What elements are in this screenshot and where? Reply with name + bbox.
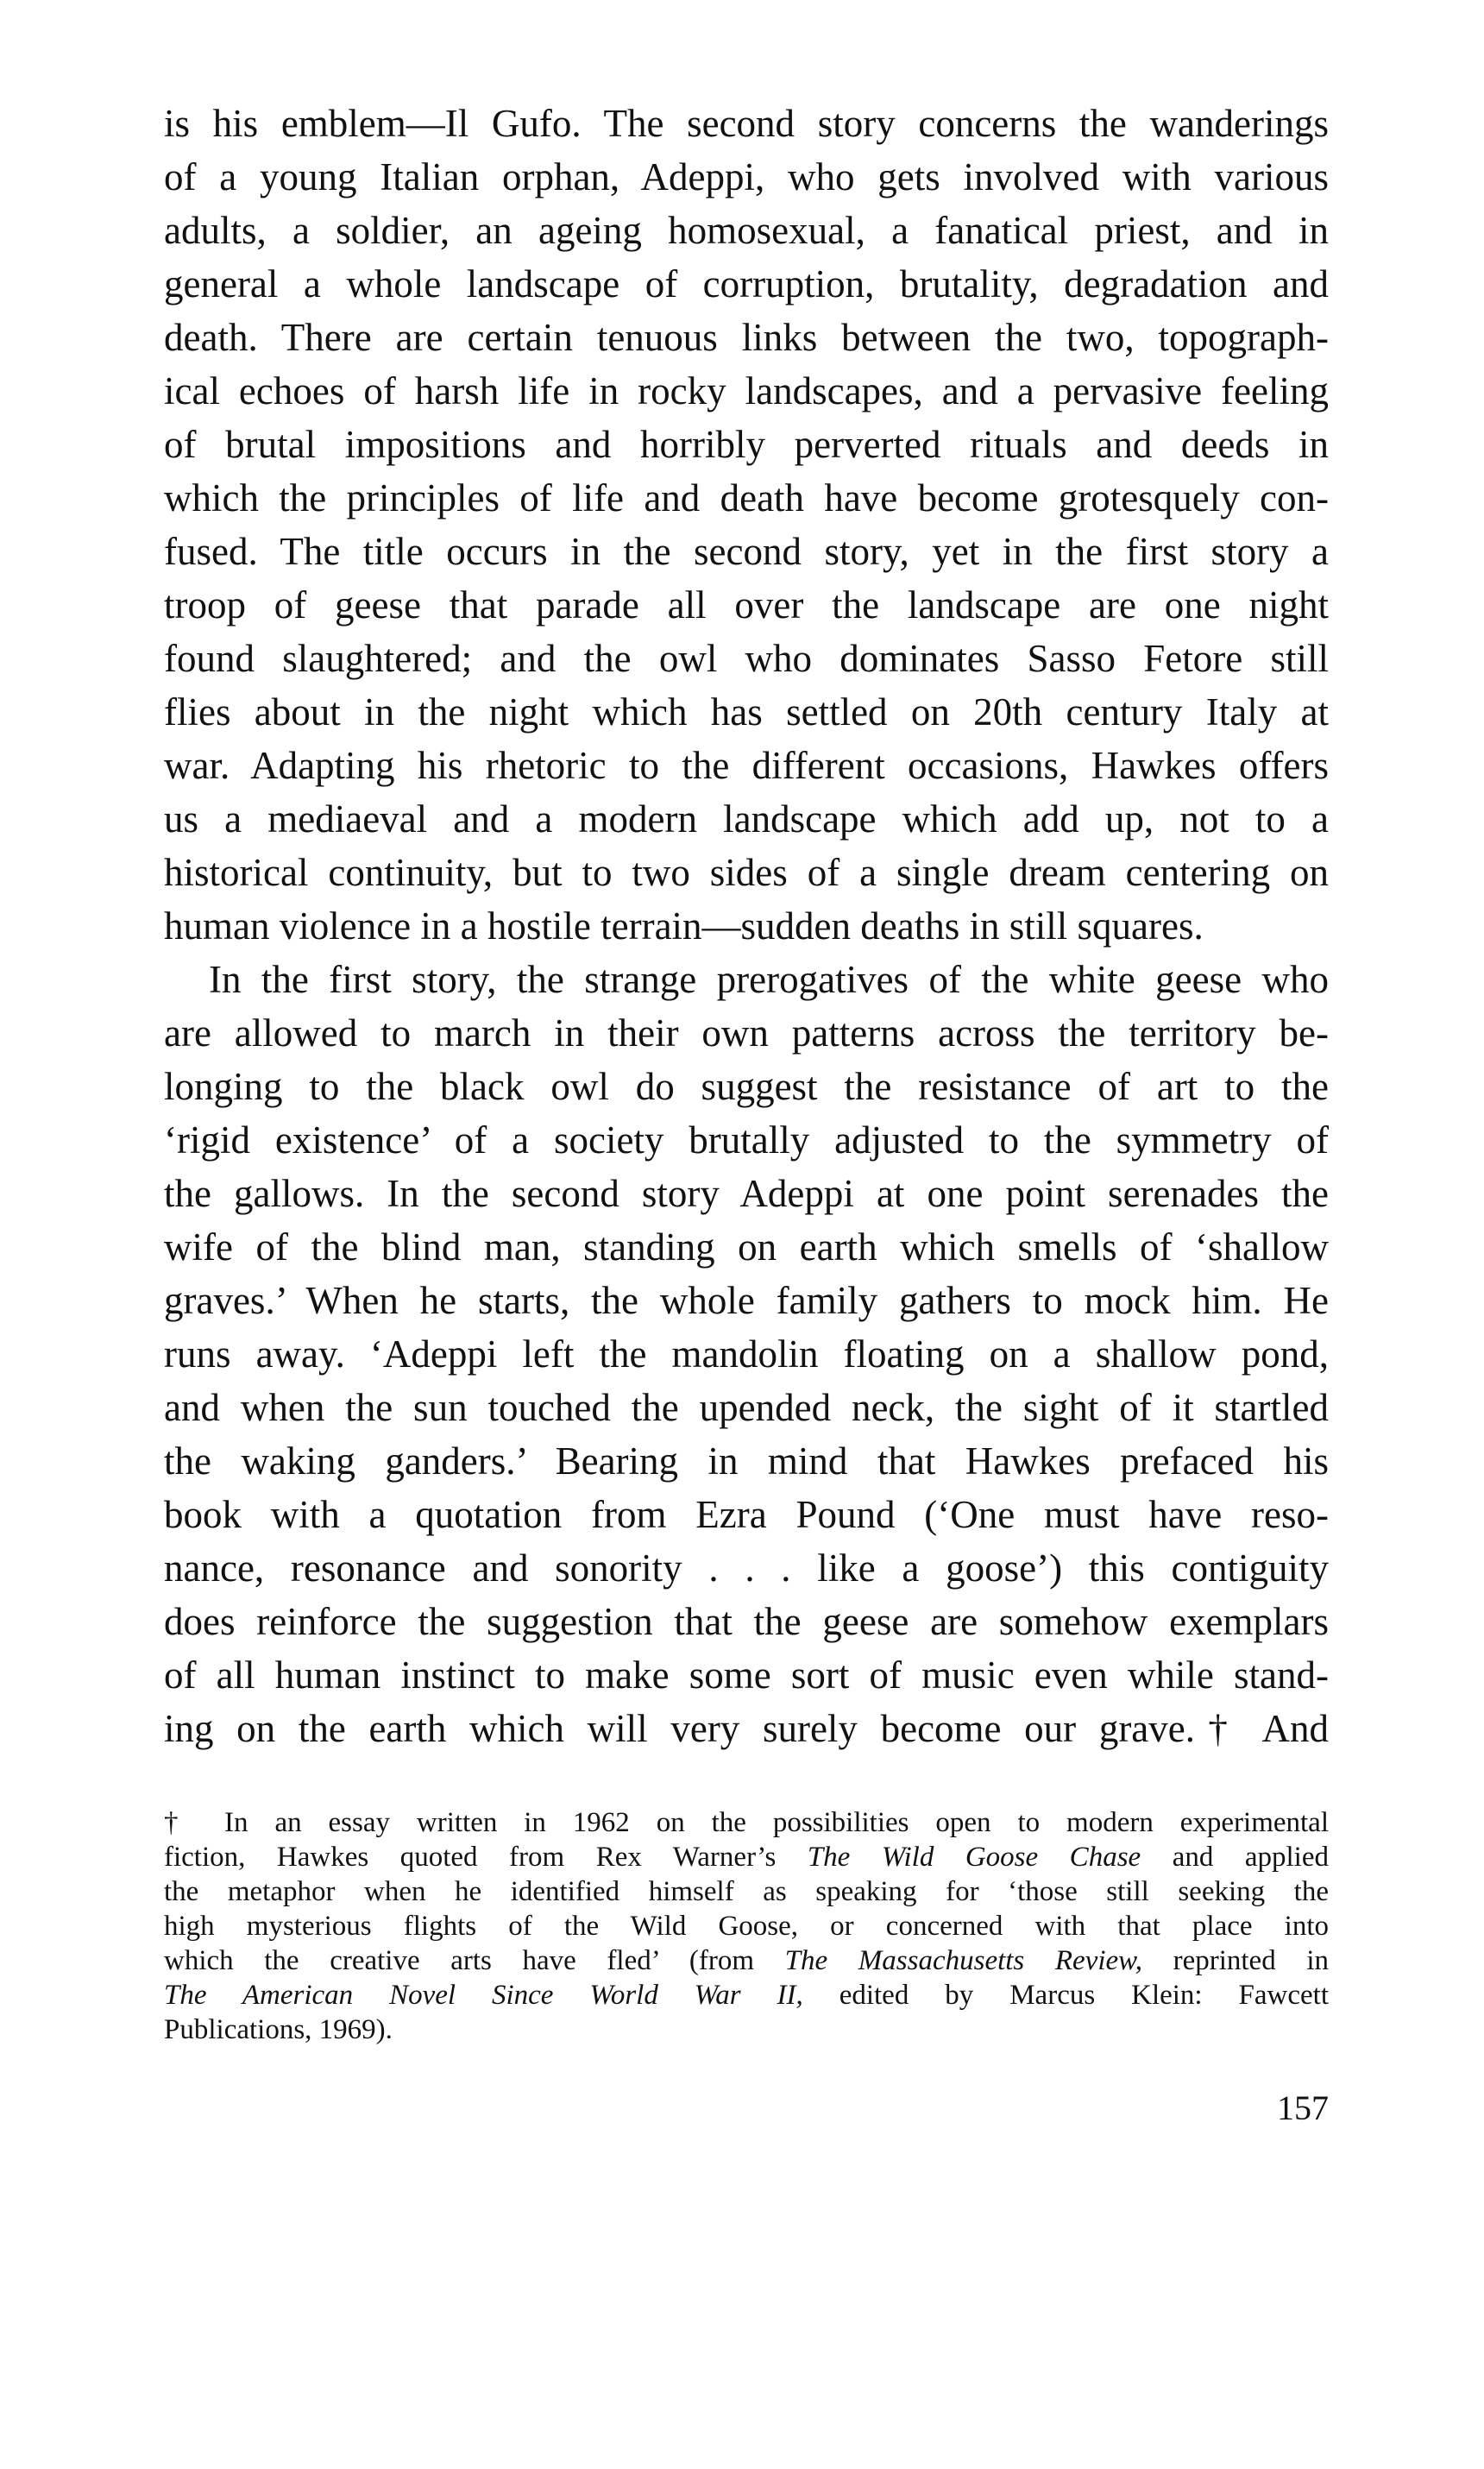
footnote-line xyxy=(164,1978,1329,2012)
footnote-text: which the creative arts have fled’ (from xyxy=(164,1945,785,1976)
footnote-text: reprinted in xyxy=(1141,1945,1329,1976)
text-line: graves.’ When he starts, the whole family gathers to mock him. He xyxy=(164,1279,1329,1322)
footnote-line: high mysterious flights of the Wild Goose, or concerned with that place into xyxy=(164,1911,1329,1942)
footnote-line xyxy=(164,1943,1329,1978)
footnote-journal-title: The Massachusetts Review, xyxy=(784,1945,1142,1976)
text-line: nance, resonance and sonority . . . like a goose’) this contiguity xyxy=(164,1546,1329,1590)
page-number: 157 xyxy=(1277,2088,1329,2127)
footnote-line: Publications, 1969). xyxy=(164,2014,393,2045)
text-line: fused. The title occurs in the second story, yet in the first story a xyxy=(164,530,1329,573)
text-line: adults, a soldier, an ageing homosexual, a fanatical priest, and in xyxy=(164,209,1329,252)
text-line: of all human instinct to make some sort of music even while stand- xyxy=(164,1653,1329,1697)
text-line: human violence in a hostile terrain—sudden deaths in still squares. xyxy=(164,904,1204,948)
text-line: ‘rigid existence’ of a society brutally adjusted to the symmetry of xyxy=(164,1118,1329,1162)
text-line: the gallows. In the second story Adeppi at one point serenades the xyxy=(164,1172,1329,1215)
text-line: flies about in the night which has settled on 20th century Italy at xyxy=(164,690,1329,734)
text-line: general a whole landscape of corruption, brutality, degradation and xyxy=(164,262,1329,305)
footnote-text: and applied xyxy=(1141,1842,1329,1873)
text-line: historical continuity, but to two sides of a single dream centering on xyxy=(164,851,1329,894)
text-line: of a young Italian orphan, Adeppi, who gets involved with various xyxy=(164,155,1329,198)
text-line: of brutal impositions and horribly perverted rituals and deeds in xyxy=(164,423,1329,466)
text-line: and when the sun touched the upended neck, the sight of it startled xyxy=(164,1386,1329,1429)
text-line: ical echoes of harsh life in rocky landscapes, and a pervasive feeling xyxy=(164,369,1329,413)
text-line: us a mediaeval and a modern landscape which add up, not to a xyxy=(164,797,1329,841)
footnote-book-title: The American Novel Since World War II, xyxy=(164,1980,803,2011)
text-line: does reinforce the suggestion that the geese are somehow exemplars xyxy=(164,1600,1329,1643)
text-line: is his emblem—Il Gufo. The second story concerns the wanderings xyxy=(164,102,1329,145)
footnote-book-title: The Wild Goose Chase xyxy=(807,1842,1141,1873)
text-line: death. There are certain tenuous links between the two, topograph- xyxy=(164,316,1329,359)
text-line: found slaughtered; and the owl who dominates Sasso Fetore still xyxy=(164,637,1329,680)
footnote-line: the metaphor when he identified himself as speaking for ‘those still seeking the xyxy=(164,1876,1329,1907)
text-line: runs away. ‘Adeppi left the mandolin floating on a shallow pond, xyxy=(164,1332,1329,1376)
text-line: the waking ganders.’ Bearing in mind that Hawkes prefaced his xyxy=(164,1439,1329,1483)
footnote-text: fiction, Hawkes quoted from Rex Warner’s xyxy=(164,1842,808,1873)
text-line: longing to the black owl do suggest the resistance of art to the xyxy=(164,1065,1329,1108)
text-line: are allowed to march in their own patterns across the territory be- xyxy=(164,1011,1329,1055)
text-line: troop of geese that parade all over the landscape are one night xyxy=(164,583,1329,627)
text-line: In the first story, the strange prerogatives of the white geese who xyxy=(209,958,1329,1001)
text-line: ing on the earth which will very surely become our grave.† And xyxy=(164,1707,1329,1750)
footnote-text: edited by Marcus Klein: Fawcett xyxy=(802,1980,1329,2011)
footnote-line: † In an essay written in 1962 on the possibilities open to modern experimental xyxy=(164,1807,1329,1838)
main-text xyxy=(164,97,1329,1755)
footnote-line xyxy=(164,1840,1329,1874)
text-line: war. Adapting his rhetoric to the different occasions, Hawkes offers xyxy=(164,744,1329,787)
text-line: book with a quotation from Ezra Pound (‘One must have reso- xyxy=(164,1493,1329,1536)
text-line: which the principles of life and death have become grotesquely con- xyxy=(164,476,1329,520)
footnote xyxy=(164,1805,1329,2047)
text-line: wife of the blind man, standing on earth which smells of ‘shallow xyxy=(164,1225,1329,1269)
